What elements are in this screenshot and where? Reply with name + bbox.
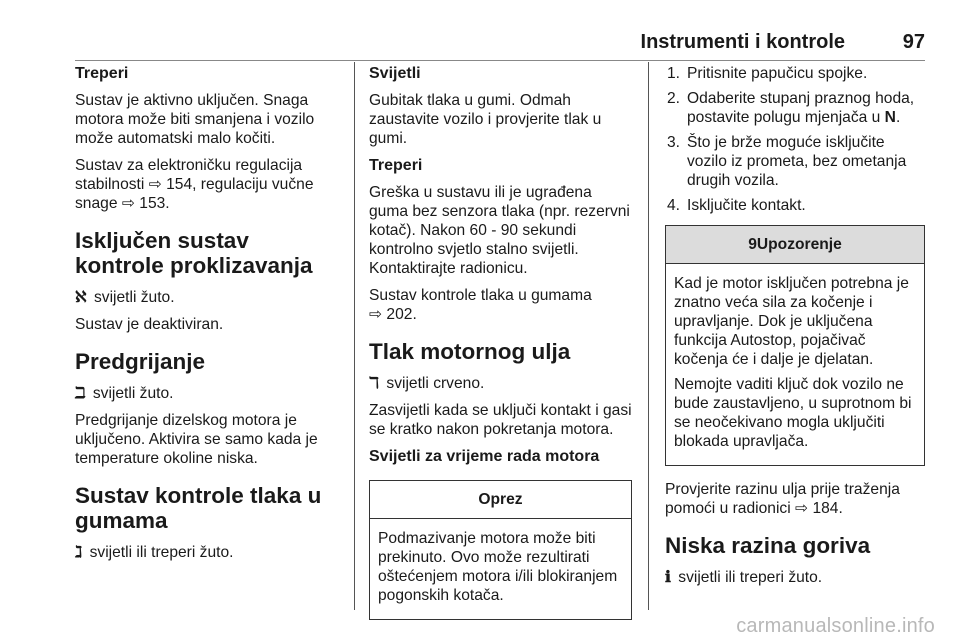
caution-box <box>369 480 632 620</box>
section-heading: Treperi <box>75 65 129 82</box>
section-heading: Svijetli <box>369 65 421 82</box>
section-title: Isključen sustav kontrole proklizavanja <box>75 228 313 278</box>
paragraph: Sustav kontrole tlaka u gumama ⇨ 202. <box>369 287 592 323</box>
section-title: Niska razina goriva <box>665 533 871 558</box>
warning-header <box>666 226 924 264</box>
page-reference-arrow-icon: ⇨ <box>148 176 162 193</box>
page-number: 97 <box>902 31 925 53</box>
page-title: Instrumenti i kontrole <box>640 31 845 53</box>
warning-box <box>665 225 925 466</box>
section-title: Predgrijanje <box>75 349 206 374</box>
column-1 <box>75 64 337 570</box>
paragraph: Sustav je aktivno uključen. Snaga motora može biti smanjena i vozilo može automatski malo kočiti. <box>75 92 315 147</box>
page-reference-arrow-icon: ⇨ <box>369 306 383 323</box>
list-item: 2. Odaberite stupanj praznog hoda, postavite polugu mjenjača u N. <box>667 90 915 126</box>
paragraph: ℵ svijetli žuto. <box>75 289 175 306</box>
paragraph: Sustav je deaktiviran. <box>75 316 224 333</box>
paragraph: ℸ svijetli crveno. <box>369 375 485 392</box>
list-item: 1. Pritisnite papučicu spojke. <box>667 65 868 82</box>
caution-title: Oprez <box>370 481 631 519</box>
warning-text: Nemojte vaditi ključ dok vozilo ne bude zaustavljeno, u suprotnom bi se neočekivano mogla uključiti blokada upravljača. <box>674 376 912 450</box>
oil-pressure-icon: ℸ <box>369 375 380 392</box>
column-2 <box>369 64 632 630</box>
warning-icon: 9 <box>748 236 757 253</box>
glow-plug-icon: ℶ <box>75 385 86 402</box>
column-divider <box>354 62 355 610</box>
paragraph: ℶ svijetli žuto. <box>75 385 174 402</box>
paragraph: ℷ svijetli ili treperi žuto. <box>75 544 234 561</box>
paragraph: Zasvijetli kada se uključi kontakt i gasi se kratko nakon pokretanja motora. <box>369 402 632 438</box>
paragraph: Greška u sustavu ili je ugrađena guma bez senzora tlaka (npr. rezervni kotač). Nakon 60 - 90 sekundi kontrolno svjetlo stalno svijetli. Kontaktirajte radionicu. <box>369 184 630 277</box>
traction-off-icon: ℵ <box>75 289 87 306</box>
warning-text: Kad je motor isključen potrebna je znatno veća sila za kočenje i upravljanje. Dok je uključena funkcija Autostop, pojačivač kočenja će i dalje je djelatan. <box>674 275 909 368</box>
list-item: 4. Isključite kontakt. <box>667 197 806 214</box>
paragraph: Provjerite razinu ulja prije traženja pomoći u radionici ⇨ 184. <box>665 481 900 517</box>
section-heading: Treperi <box>369 157 423 174</box>
paragraph: Predgrijanje dizelskog motora je uključeno. Aktivira se samo kada je temperature okoline niska. <box>75 412 318 467</box>
column-divider <box>648 62 649 610</box>
paragraph: Gubitak tlaka u gumi. Odmah zaustavite vozilo i provjerite tlak u gumi. <box>369 92 602 147</box>
page-reference[interactable]: 202. <box>386 306 417 323</box>
section-title: Sustav kontrole tlaka u gumama <box>75 483 322 533</box>
section-heading: Svijetli za vrijeme rada motora <box>369 448 600 465</box>
steps-list <box>665 64 925 215</box>
paragraph: ℹ svijetli ili treperi žuto. <box>665 569 823 586</box>
list-item: 3. Što je brže moguće isključite vozilo iz prometa, bez ometanja drugih vozila. <box>667 134 907 189</box>
page-reference-arrow-icon: ⇨ <box>795 500 809 517</box>
column-3 <box>665 64 925 595</box>
page-reference[interactable]: 184. <box>812 500 843 517</box>
page-reference-arrow-icon: ⇨ <box>121 195 135 212</box>
warning-title: Upozorenje <box>756 236 842 253</box>
section-title: Tlak motornog ulja <box>369 339 571 364</box>
paragraph: Sustav za elektroničku regulacija stabilnosti ⇨ 154, regulaciju vučne snage ⇨ 153. <box>75 157 314 212</box>
page-reference[interactable]: 154 <box>166 176 193 193</box>
tire-pressure-icon: ℷ <box>75 544 83 561</box>
page-header <box>75 30 925 61</box>
page-reference[interactable]: 153. <box>139 195 170 212</box>
fuel-pump-icon: ℹ <box>665 569 671 586</box>
caution-text: Podmazivanje motora može biti prekinuto. Ovo može rezultirati oštećenjem motora i/ili blokiranjem pogonskih kotača. <box>378 530 618 604</box>
watermark: carmanualsonline.info <box>736 615 935 637</box>
